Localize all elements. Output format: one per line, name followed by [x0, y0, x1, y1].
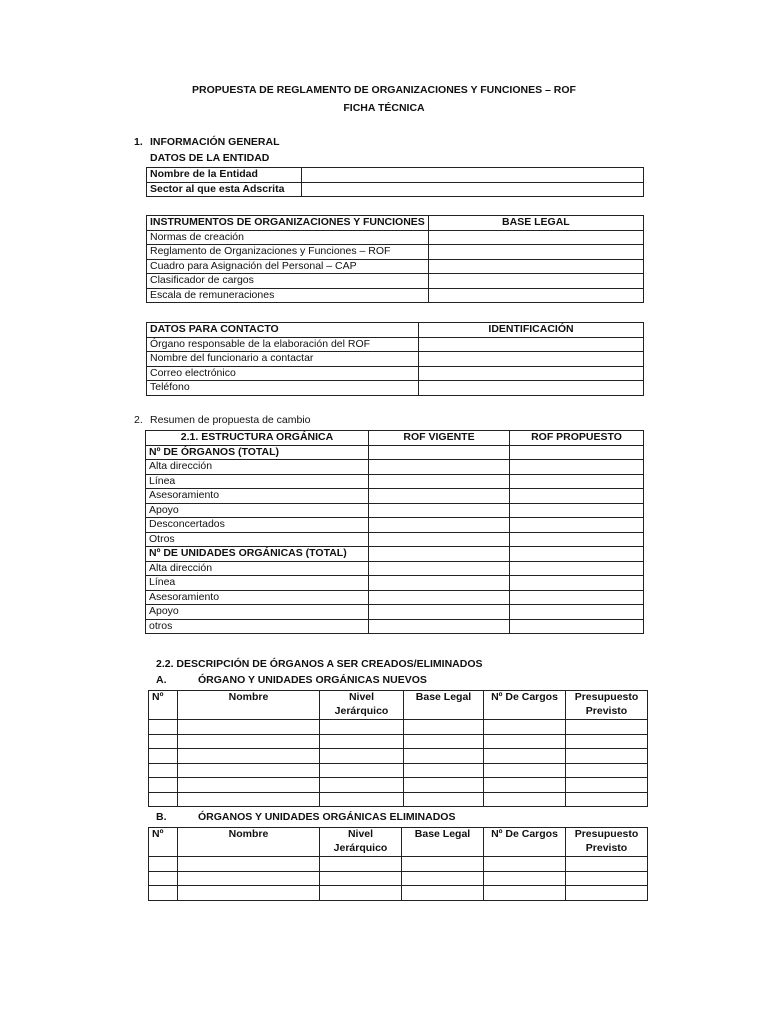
name-cell[interactable]: [178, 720, 320, 735]
rof-current-cell[interactable]: [369, 445, 510, 460]
legal-basis-col-header: BASE LEGAL: [428, 216, 643, 231]
level-cell[interactable]: [320, 792, 404, 807]
table-row: [146, 605, 644, 620]
table-row: [146, 619, 644, 634]
structure-row-label: otros: [146, 619, 369, 634]
instruments-col-header: INSTRUMENTOS DE ORGANIZACIONES Y FUNCIONES: [147, 216, 429, 231]
level-col-header: [320, 691, 404, 720]
legal-cell[interactable]: [402, 886, 484, 901]
rof-proposed-cell[interactable]: [510, 547, 644, 562]
rof-proposed-cell[interactable]: [510, 460, 644, 475]
legal-col-header: Base Legal: [402, 828, 484, 857]
contact-value-cell[interactable]: [419, 337, 644, 352]
num-cell[interactable]: [149, 763, 178, 778]
instrument-legal-cell[interactable]: [428, 288, 643, 303]
table-header-row: [146, 431, 644, 446]
table-row: [146, 503, 644, 518]
contact-label: Órgano responsable de la elaboración del ROF: [147, 337, 419, 352]
table-row: [146, 532, 644, 547]
legal-cell[interactable]: [404, 720, 484, 735]
structure-row-label: Alta dirección: [146, 460, 369, 475]
name-cell[interactable]: [178, 871, 320, 886]
table-row: [146, 489, 644, 504]
entity-data-heading: DATOS DE LA ENTIDAD: [150, 152, 270, 164]
rof-proposed-cell[interactable]: [510, 445, 644, 460]
structure-row-label: Otros: [146, 532, 369, 547]
table-row: [146, 561, 644, 576]
table-header-row: [149, 691, 648, 720]
instrument-label: Cuadro para Asignación del Personal – CAP: [147, 259, 429, 274]
budget-header-line-2: Previsto: [585, 841, 628, 854]
identification-col-header: IDENTIFICACIÓN: [419, 323, 644, 338]
num-cell[interactable]: [149, 792, 178, 807]
budget-cell[interactable]: [566, 778, 648, 793]
table-row: [146, 576, 644, 591]
structure-row-label: Asesoramiento: [146, 489, 369, 504]
num-cell[interactable]: [149, 871, 178, 886]
name-cell[interactable]: [178, 857, 320, 872]
name-cell[interactable]: [178, 778, 320, 793]
structure-row-label: Asesoramiento: [146, 590, 369, 605]
table-row: [147, 168, 644, 183]
rof-current-cell[interactable]: [369, 547, 510, 562]
rof-current-col-header: ROF VIGENTE: [369, 431, 510, 446]
legal-cell[interactable]: [404, 792, 484, 807]
legal-cell[interactable]: [404, 734, 484, 749]
budget-cell[interactable]: [566, 871, 648, 886]
table-header-row: [149, 828, 648, 857]
table-row: [149, 778, 648, 793]
level-header-line-1: Nivel: [347, 828, 374, 840]
budget-col-header: [566, 691, 648, 720]
section-1-number: 1.: [134, 136, 143, 148]
budget-cell[interactable]: [566, 734, 648, 749]
section-2-number: 2.: [134, 414, 143, 426]
level-header-line-2: Jerárquico: [334, 704, 389, 717]
table-row: [149, 734, 648, 749]
table-row: [147, 259, 644, 274]
positions-cell[interactable]: [484, 871, 566, 886]
contact-label: Correo electrónico: [147, 366, 419, 381]
budget-cell[interactable]: [566, 886, 648, 901]
instrument-label: Normas de creación: [147, 230, 429, 245]
rof-proposed-col-header: ROF PROPUESTO: [510, 431, 644, 446]
rof-proposed-cell[interactable]: [510, 518, 644, 533]
budget-header-line-2: Previsto: [585, 704, 628, 717]
table-row: [147, 274, 644, 289]
structure-row-label: Alta dirección: [146, 561, 369, 576]
level-col-header: [320, 828, 402, 857]
name-cell[interactable]: [178, 792, 320, 807]
positions-col-header: Nº De Cargos: [484, 828, 566, 857]
name-cell[interactable]: [178, 749, 320, 764]
entity-name-label: Nombre de la Entidad: [147, 168, 302, 183]
section-2-heading: Resumen de propuesta de cambio: [150, 414, 311, 426]
legal-cell[interactable]: [404, 763, 484, 778]
rof-current-cell[interactable]: [369, 518, 510, 533]
legal-col-header: Base Legal: [404, 691, 484, 720]
subsection-b-title: ÓRGANOS Y UNIDADES ORGÁNICAS ELIMINADOS: [198, 811, 456, 823]
name-cell[interactable]: [178, 886, 320, 901]
section-2-2-heading: 2.2. DESCRIPCIÓN DE ÓRGANOS A SER CREADOS/ELIMINADOS: [156, 658, 483, 670]
entity-table: [146, 167, 644, 197]
budget-header-line-1: Presupuesto: [574, 691, 639, 703]
rof-proposed-cell[interactable]: [510, 503, 644, 518]
contact-col-header: DATOS PARA CONTACTO: [147, 323, 419, 338]
positions-col-header: Nº De Cargos: [484, 691, 566, 720]
rof-current-cell[interactable]: [369, 474, 510, 489]
table-row: [147, 182, 644, 197]
table-row: [149, 763, 648, 778]
removed-organs-table: [148, 827, 648, 901]
budget-header-line-1: Presupuesto: [574, 828, 639, 840]
num-col-header: Nº: [149, 828, 178, 857]
table-row: [147, 381, 644, 396]
name-col-header: Nombre: [178, 691, 320, 720]
budget-col-header: [566, 828, 648, 857]
structure-row-label: Apoyo: [146, 503, 369, 518]
table-row: [147, 352, 644, 367]
num-cell[interactable]: [149, 734, 178, 749]
contact-label: Nombre del funcionario a contactar: [147, 352, 419, 367]
rof-proposed-cell[interactable]: [510, 474, 644, 489]
entity-sector-value[interactable]: [302, 182, 644, 197]
subsection-a-title: ÓRGANO Y UNIDADES ORGÁNICAS NUEVOS: [198, 674, 427, 686]
rof-current-cell[interactable]: [369, 532, 510, 547]
contact-value-cell[interactable]: [419, 381, 644, 396]
document-subtitle: FICHA TÉCNICA: [343, 102, 425, 114]
budget-cell[interactable]: [566, 792, 648, 807]
structure-row-label: Línea: [146, 474, 369, 489]
table-header-row: [147, 323, 644, 338]
instrument-label: Clasificador de cargos: [147, 274, 429, 289]
structure-col-header: 2.1. ESTRUCTURA ORGÁNICA: [146, 431, 369, 446]
rof-current-cell[interactable]: [369, 576, 510, 591]
positions-cell[interactable]: [484, 792, 566, 807]
table-row: [146, 445, 644, 460]
table-row: [147, 230, 644, 245]
entity-sector-label: Sector al que esta Adscrita: [147, 182, 302, 197]
level-cell[interactable]: [320, 857, 402, 872]
rof-proposed-cell[interactable]: [510, 605, 644, 620]
new-organs-table: [148, 690, 648, 807]
budget-cell[interactable]: [566, 749, 648, 764]
structure-row-label: Apoyo: [146, 605, 369, 620]
legal-cell[interactable]: [402, 857, 484, 872]
rof-proposed-cell[interactable]: [510, 619, 644, 634]
table-row: [147, 245, 644, 260]
name-col-header: Nombre: [178, 828, 320, 857]
table-row: [149, 720, 648, 735]
num-cell[interactable]: [149, 778, 178, 793]
instrument-label: Escala de remuneraciones: [147, 288, 429, 303]
level-cell[interactable]: [320, 886, 402, 901]
table-row: [149, 886, 648, 901]
rof-current-cell[interactable]: [369, 590, 510, 605]
positions-cell[interactable]: [484, 886, 566, 901]
num-col-header: Nº: [149, 691, 178, 720]
entity-name-value[interactable]: [302, 168, 644, 183]
subsection-a-letter: A.: [156, 674, 167, 686]
table-row: [147, 366, 644, 381]
instrument-legal-cell[interactable]: [428, 274, 643, 289]
positions-cell[interactable]: [484, 749, 566, 764]
rof-current-cell[interactable]: [369, 561, 510, 576]
table-row: [146, 590, 644, 605]
budget-cell[interactable]: [566, 763, 648, 778]
legal-cell[interactable]: [404, 749, 484, 764]
rof-current-cell[interactable]: [369, 503, 510, 518]
subsection-b-letter: B.: [156, 811, 167, 823]
rof-proposed-cell[interactable]: [510, 576, 644, 591]
table-row: [147, 288, 644, 303]
table-row: [146, 474, 644, 489]
contact-label: Teléfono: [147, 381, 419, 396]
rof-current-cell[interactable]: [369, 460, 510, 475]
structure-table: [145, 430, 644, 634]
structure-row-label: Línea: [146, 576, 369, 591]
structure-row-label: Nº DE UNIDADES ORGÁNICAS (TOTAL): [146, 547, 369, 562]
table-row: [146, 518, 644, 533]
name-cell[interactable]: [178, 763, 320, 778]
num-cell[interactable]: [149, 857, 178, 872]
structure-row-label: Desconcertados: [146, 518, 369, 533]
num-cell[interactable]: [149, 886, 178, 901]
rof-proposed-cell[interactable]: [510, 532, 644, 547]
document-title: PROPUESTA DE REGLAMENTO DE ORGANIZACIONES Y FUNCIONES – ROF: [192, 84, 576, 96]
table-row: [149, 792, 648, 807]
rof-proposed-cell[interactable]: [510, 561, 644, 576]
table-row: [146, 460, 644, 475]
contact-table: [146, 322, 644, 396]
rof-current-cell[interactable]: [369, 489, 510, 504]
budget-cell[interactable]: [566, 857, 648, 872]
rof-current-cell[interactable]: [369, 605, 510, 620]
table-row: [149, 857, 648, 872]
num-cell[interactable]: [149, 749, 178, 764]
contact-value-cell[interactable]: [419, 352, 644, 367]
positions-cell[interactable]: [484, 763, 566, 778]
level-header-line-1: Nivel: [348, 691, 375, 703]
name-cell[interactable]: [178, 734, 320, 749]
level-cell[interactable]: [320, 871, 402, 886]
contact-value-cell[interactable]: [419, 366, 644, 381]
table-row: [149, 749, 648, 764]
rof-proposed-cell[interactable]: [510, 489, 644, 504]
instrument-legal-cell[interactable]: [428, 230, 643, 245]
table-row: [147, 337, 644, 352]
instrument-legal-cell[interactable]: [428, 259, 643, 274]
positions-cell[interactable]: [484, 778, 566, 793]
level-cell[interactable]: [320, 734, 404, 749]
level-cell[interactable]: [320, 749, 404, 764]
section-1-heading: INFORMACIÓN GENERAL: [150, 136, 280, 148]
level-cell[interactable]: [320, 778, 404, 793]
table-row: [149, 871, 648, 886]
legal-cell[interactable]: [404, 778, 484, 793]
instrument-label: Reglamento de Organizaciones y Funciones – ROF: [147, 245, 429, 260]
instruments-table: [146, 215, 644, 303]
table-header-row: [147, 216, 644, 231]
positions-cell[interactable]: [484, 720, 566, 735]
instrument-legal-cell[interactable]: [428, 245, 643, 260]
level-header-line-2: Jerárquico: [333, 841, 388, 854]
rof-current-cell[interactable]: [369, 619, 510, 634]
rof-proposed-cell[interactable]: [510, 590, 644, 605]
structure-row-label: Nº DE ÓRGANOS (TOTAL): [146, 445, 369, 460]
level-cell[interactable]: [320, 763, 404, 778]
table-row: [146, 547, 644, 562]
num-cell[interactable]: [149, 720, 178, 735]
positions-cell[interactable]: [484, 857, 566, 872]
positions-cell[interactable]: [484, 734, 566, 749]
budget-cell[interactable]: [566, 720, 648, 735]
legal-cell[interactable]: [402, 871, 484, 886]
level-cell[interactable]: [320, 720, 404, 735]
